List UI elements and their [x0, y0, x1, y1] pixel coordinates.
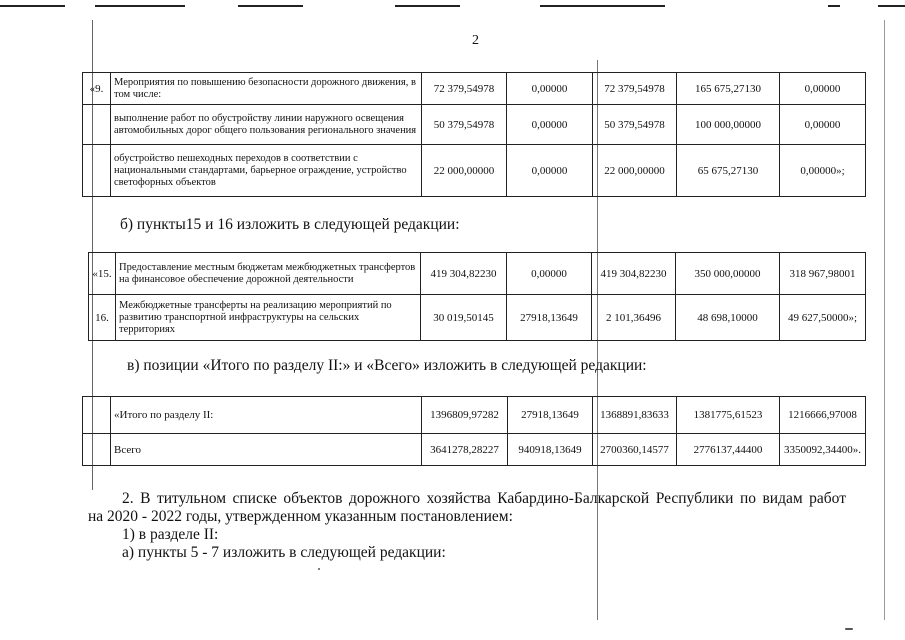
value-cell: 72 379,54978 — [593, 73, 677, 105]
value-cell: 419 304,82230 — [421, 253, 507, 295]
value-cell: 0,00000 — [780, 105, 866, 145]
value-cell: 1368891,83633 — [593, 397, 677, 434]
value-cell: 165 675,27130 — [677, 73, 780, 105]
row-number: 16. — [89, 295, 116, 341]
scan-vertical-line — [884, 20, 885, 620]
value-cell: 0,00000 — [507, 105, 593, 145]
value-cell: 27918,13649 — [508, 397, 593, 434]
table-totals — [82, 396, 866, 466]
paragraph-v: в) позиции «Итого по разделу II:» и «Всего» изложить в следующей редакции: — [127, 357, 647, 374]
row-name: Межбюджетные трансферты на реализацию мероприятий по развитию транспортной инфраструктуры на сельских территориях — [116, 295, 421, 341]
section2-line3: 1) в разделе II: — [122, 526, 219, 543]
value-cell: 100 000,00000 — [677, 105, 780, 145]
value-cell: 419 304,82230 — [592, 253, 676, 295]
table-row — [83, 73, 866, 105]
value-cell: 940918,13649 — [508, 434, 593, 466]
value-cell: 1396809,97282 — [422, 397, 508, 434]
value-cell: 0,00000 — [507, 145, 593, 197]
value-cell: 72 379,54978 — [422, 73, 507, 105]
value-cell: 30 019,50145 — [421, 295, 507, 341]
table-interbudget-transfers — [88, 252, 866, 341]
value-cell: 0,00000 — [780, 73, 866, 105]
value-cell: 48 698,10000 — [676, 295, 780, 341]
row-name: Предоставление местным бюджетам межбюджетных трансфертов на финансовое обеспечение дорожной деятельности — [116, 253, 421, 295]
value-cell: 50 379,54978 — [593, 105, 677, 145]
scan-edge-mark — [540, 5, 665, 7]
row-number — [83, 434, 111, 466]
value-cell: 22 000,00000 — [422, 145, 507, 197]
row-number — [83, 397, 111, 434]
scan-edge-mark — [0, 5, 65, 7]
value-cell: 65 675,27130 — [677, 145, 780, 197]
table-row — [89, 253, 866, 295]
value-cell: 318 967,98001 — [780, 253, 866, 295]
value-cell: 1381775,61523 — [677, 397, 780, 434]
table-row — [83, 145, 866, 197]
scan-speck — [845, 628, 853, 630]
table-row — [89, 295, 866, 341]
table-row — [83, 105, 866, 145]
row-name: Мероприятия по повышению безопасности дорожного движения, в том числе: — [111, 73, 422, 105]
section2-line1: 2. В титульном списке объектов дорожного хозяйства Кабардино-Балкарской Республики по видам работ — [122, 490, 846, 507]
scan-edge-mark — [395, 5, 460, 7]
value-cell: 49 627,50000»; — [780, 295, 866, 341]
table-row — [83, 434, 866, 466]
section2-line4: а) пункты 5 - 7 изложить в следующей редакции: — [122, 544, 446, 561]
scan-edge-mark — [95, 5, 185, 7]
table-row — [83, 397, 866, 434]
row-number: «15. — [89, 253, 116, 295]
value-cell: 50 379,54978 — [422, 105, 507, 145]
row-name: выполнение работ по обустройству линии наружного освещения автомобильных дорог общего пользования регионального значения — [111, 105, 422, 145]
paragraph-b: б) пункты15 и 16 изложить в следующей редакции: — [120, 216, 460, 233]
value-cell: 2776137,44400 — [677, 434, 780, 466]
value-cell: 22 000,00000 — [593, 145, 677, 197]
scan-speck — [318, 568, 320, 570]
value-cell: 3350092,34400». — [780, 434, 866, 466]
table-road-safety — [82, 72, 866, 197]
value-cell: 0,00000 — [507, 253, 592, 295]
page-number: 2 — [472, 33, 479, 48]
scan-edge-mark — [828, 5, 840, 7]
row-name: обустройство пешеходных переходов в соответствии с национальными стандартами, барьерное ограждение, устройство светофорных объектов — [111, 145, 422, 197]
row-number: «9. — [83, 73, 111, 105]
row-name: «Итого по разделу II: — [111, 397, 422, 434]
row-number — [83, 145, 111, 197]
value-cell: 0,00000 — [507, 73, 593, 105]
scan-edge-mark — [878, 5, 905, 7]
row-name: Всего — [111, 434, 422, 466]
value-cell: 2 101,36496 — [592, 295, 676, 341]
value-cell: 0,00000»; — [780, 145, 866, 197]
section2-line2: на 2020 - 2022 годы, утвержденном указанным постановлением: — [88, 508, 513, 525]
value-cell: 350 000,00000 — [676, 253, 780, 295]
value-cell: 27918,13649 — [507, 295, 592, 341]
value-cell: 3641278,28227 — [422, 434, 508, 466]
scan-edge-mark — [238, 5, 303, 7]
value-cell: 2700360,14577 — [593, 434, 677, 466]
value-cell: 1216666,97008 — [780, 397, 866, 434]
row-number — [83, 105, 111, 145]
